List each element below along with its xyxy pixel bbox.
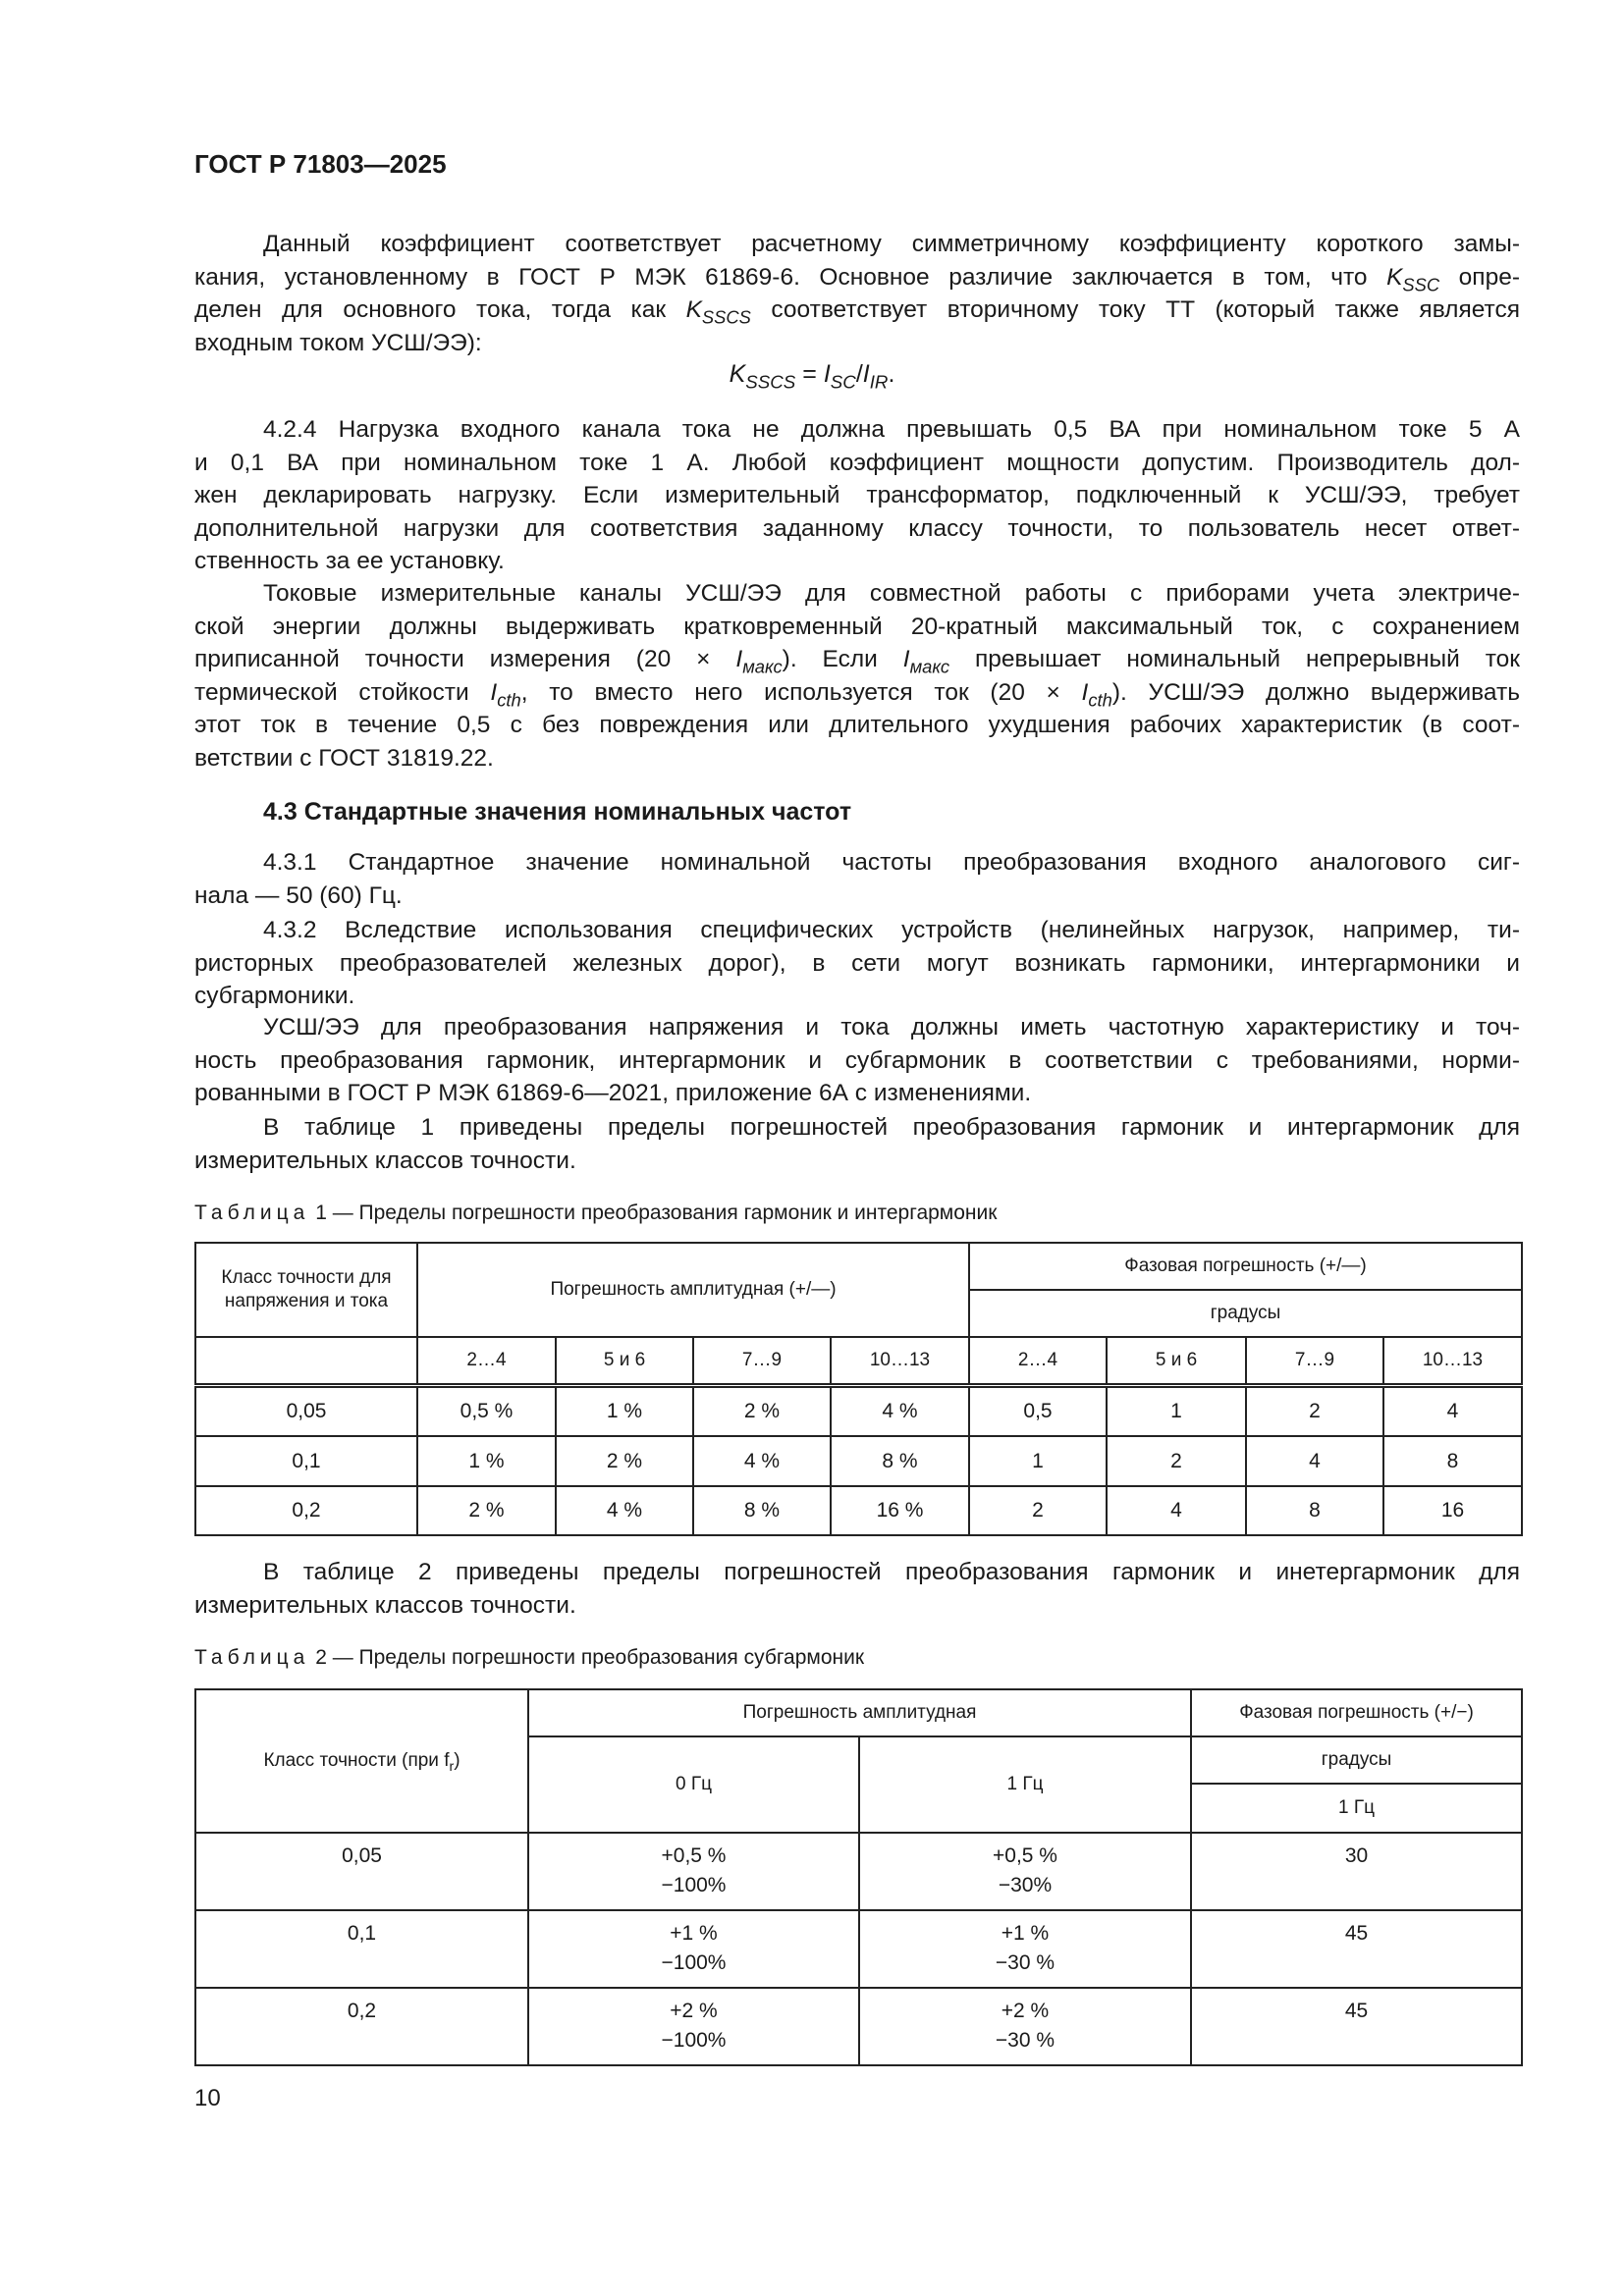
paragraph xyxy=(194,228,1520,359)
table1-value-cell: 4 % xyxy=(693,1436,831,1486)
paragraph xyxy=(194,577,1520,774)
text-line xyxy=(194,1556,1520,1589)
table2-value-cell xyxy=(528,1988,859,2065)
formula-kssc xyxy=(0,360,1624,393)
text-segment: В таблице 1 приведены пределы погрешностей преобразования гармоник и интергармоник для xyxy=(263,1114,1520,1141)
text-segment: измерительных классов точности. xyxy=(194,1591,576,1619)
text-line xyxy=(194,676,1520,710)
text-line xyxy=(194,1077,1520,1110)
text-segment: 4.3.1 Стандартное значение номинальной частоты преобразования входного аналогового сиг- xyxy=(263,849,1520,876)
table2-value: 45 xyxy=(1344,2000,1369,2022)
table2-value: 30 xyxy=(1344,1844,1369,1867)
table1-value-cell: 16 % xyxy=(831,1486,969,1535)
table1-subheader: 5 и 6 xyxy=(1107,1337,1246,1385)
table1-row xyxy=(195,1385,1522,1436)
table1-subheader: 10…13 xyxy=(1383,1337,1522,1385)
table1-value-cell: 1 xyxy=(1107,1385,1246,1436)
text-segment: K xyxy=(685,296,702,323)
table1-header-phase: Фазовая погрешность (+/—) xyxy=(969,1243,1522,1290)
table1-value-cell: 1 xyxy=(969,1436,1107,1486)
text-segment: жен декларировать нагрузку. Если измерительный трансформатор, подключенный к УСШ/ЭЭ, требует xyxy=(194,482,1520,508)
table1-subheader: 5 и 6 xyxy=(556,1337,693,1385)
text-line xyxy=(194,479,1520,512)
table1-value-cell: 2 xyxy=(969,1486,1107,1535)
text-line xyxy=(194,1589,1520,1623)
formula-k: K xyxy=(729,360,746,388)
formula-k-sub: SSCS xyxy=(745,371,796,393)
text-segment: I xyxy=(902,646,910,672)
section-heading: 4.3 Стандартные значения номинальных частот xyxy=(263,798,852,826)
table2-value: 0,05 xyxy=(342,1844,382,1867)
text-segment: 4.2.4 Нагрузка входного канала тока не должна превышать 0,5 ВА при номинальном токе 5 А xyxy=(263,416,1520,443)
table2-header-class-sub: r xyxy=(449,1758,455,1775)
text-segment: субгармоники. xyxy=(194,983,355,1009)
table1-value-cell: 4 % xyxy=(831,1385,969,1436)
text-segment: ристорных преобразователей железных дорог), в сети могут возникать гармоники, интергармоники и xyxy=(194,949,1520,977)
text-segment: ской энергии должны выдерживать кратковременный 20-кратный максимальный ток, с сохранением xyxy=(194,613,1520,640)
text-segment: измерительных классов точности. xyxy=(194,1147,576,1174)
text-line xyxy=(194,1044,1520,1078)
table2-header-class xyxy=(195,1689,528,1833)
table1-class-cell: 0,2 xyxy=(195,1486,417,1535)
table1-subheader-row xyxy=(195,1337,1522,1385)
formula-i2: I xyxy=(862,360,870,388)
table1-value-cell: 2 % xyxy=(417,1486,556,1535)
table2-header-amplitude: Погрешность амплитудная xyxy=(528,1689,1191,1736)
formula-end: . xyxy=(888,360,895,388)
table2-value: −30% xyxy=(998,1874,1053,1896)
table2-row xyxy=(195,1910,1522,1988)
text-segment: Токовые измерительные каналы УСШ/ЭЭ для совместной работы с приборами учета электриче- xyxy=(263,580,1520,607)
table1-caption xyxy=(194,1201,997,1225)
table2-value: 45 xyxy=(1344,1922,1369,1945)
text-segment: термической стойкости xyxy=(194,678,491,706)
table2-header-class-text: Класс точности (при f xyxy=(263,1750,450,1771)
table1-value-cell: 0,5 xyxy=(969,1385,1107,1436)
paragraph xyxy=(194,413,1520,578)
formula-eq: = xyxy=(795,360,824,388)
table2-value-cell xyxy=(528,1910,859,1988)
paragraph xyxy=(194,846,1520,912)
table2-header-1hz-phase: 1 Гц xyxy=(1191,1784,1522,1833)
table-2 xyxy=(194,1688,1523,2066)
table2-value: +2 % xyxy=(670,2000,718,2022)
text-line xyxy=(194,294,1520,327)
text-segment: и 0,1 ВА при номинальном токе 1 А. Любой коэффициент мощности допустим. Производитель дол- xyxy=(194,449,1520,476)
table2-header-0hz: 0 Гц xyxy=(528,1736,859,1833)
text-line xyxy=(194,512,1520,546)
table1-value-cell: 4 xyxy=(1246,1436,1383,1486)
text-segment: SSC xyxy=(1402,273,1440,294)
text-line xyxy=(194,545,1520,578)
table1-value-cell: 4 % xyxy=(556,1486,693,1535)
table2-header-class-end: ) xyxy=(454,1750,460,1771)
table1-value-cell: 4 xyxy=(1383,1385,1522,1436)
table1-value-cell: 1 % xyxy=(556,1385,693,1436)
table2-value: −100% xyxy=(661,1951,727,1974)
table2-value: 0,2 xyxy=(347,2000,377,2022)
table1-row xyxy=(195,1436,1522,1486)
table2-value: +2 % xyxy=(1001,2000,1050,2022)
table1-value-cell: 16 xyxy=(1383,1486,1522,1535)
table1-value-cell: 4 xyxy=(1107,1486,1246,1535)
table2-value: −100% xyxy=(661,1874,727,1896)
table1-value-cell: 2 % xyxy=(693,1385,831,1436)
table1-subheader: 7…9 xyxy=(693,1337,831,1385)
text-segment: В таблице 2 приведены пределы погрешностей преобразования гармоник и инетергармоник для xyxy=(263,1559,1520,1585)
text-line xyxy=(194,447,1520,480)
text-segment: превышает номинальный непрерывный ток xyxy=(949,646,1520,672)
table2-caption-word: Таблица xyxy=(194,1646,310,1669)
table1-value-cell: 2 % xyxy=(556,1436,693,1486)
table1-subheader: 10…13 xyxy=(831,1337,969,1385)
text-segment: рованными в ГОСТ Р МЭК 61869-6—2021, приложение 6А с изменениями. xyxy=(194,1080,1032,1106)
text-segment: приписанной точности измерения (20 × xyxy=(194,646,736,672)
text-line xyxy=(194,1011,1520,1044)
table2-value: 0,1 xyxy=(347,1922,377,1945)
table1-value-cell: 8 xyxy=(1246,1486,1383,1535)
text-segment: I xyxy=(735,646,743,672)
table2-value-cell xyxy=(528,1833,859,1910)
table2-caption-text: 2 — Пределы погрешности преобразования субгармоник xyxy=(315,1646,865,1669)
table1-value-cell: 8 xyxy=(1383,1436,1522,1486)
table1-header-degrees: градусы xyxy=(969,1290,1522,1337)
table2-value-cell xyxy=(1191,1910,1522,1988)
text-segment: I xyxy=(490,678,498,706)
text-segment: cth xyxy=(1088,688,1112,710)
paragraph xyxy=(194,1011,1520,1110)
text-segment: I xyxy=(1081,678,1089,706)
text-line xyxy=(194,947,1520,981)
table1-caption-word: Таблица xyxy=(194,1201,310,1224)
table1-value-cell: 2 xyxy=(1107,1436,1246,1486)
text-line xyxy=(194,261,1520,294)
table-1 xyxy=(194,1242,1523,1536)
text-line xyxy=(194,1145,1520,1178)
text-segment: , то вместо него используется ток (20 × xyxy=(520,678,1082,706)
table1-row xyxy=(195,1486,1522,1535)
table1-header-amplitude: Погрешность амплитудная (+/—) xyxy=(417,1243,969,1337)
text-segment: 4.3.2 Вследствие использования специфических устройств (нелинейных нагрузок, например, ти- xyxy=(263,917,1520,943)
table2-value: −100% xyxy=(661,2029,727,2052)
table2-header-degrees: градусы xyxy=(1191,1736,1522,1784)
text-segment: ). Если xyxy=(782,646,903,672)
table2-caption xyxy=(194,1646,864,1670)
text-line xyxy=(194,643,1520,676)
table2-header-phase: Фазовая погрешность (+/−) xyxy=(1191,1689,1522,1736)
paragraph xyxy=(194,914,1520,1013)
table2-row xyxy=(195,1988,1522,2065)
text-segment: опре- xyxy=(1439,263,1520,291)
text-line xyxy=(194,914,1520,947)
table2-value-cell xyxy=(1191,1988,1522,2065)
text-line xyxy=(194,611,1520,644)
table2-value-cell xyxy=(859,1910,1191,1988)
text-segment: макс xyxy=(909,656,950,677)
table2-class-cell xyxy=(195,1910,528,1988)
text-line xyxy=(194,980,1520,1013)
table2-value: +0,5 % xyxy=(993,1844,1057,1867)
text-segment: входным током УСШ/ЭЭ): xyxy=(194,329,482,356)
table1-value-cell: 8 % xyxy=(693,1486,831,1535)
table1-header-class: Класс точности для напряжения и тока xyxy=(195,1243,417,1337)
text-segment: ность преобразования гармоник, интергармоник и субгармоник в соответствии с требованиями, норми- xyxy=(194,1046,1520,1074)
formula-slash: / xyxy=(855,360,863,388)
text-segment: кания, установленному в ГОСТ Р МЭК 61869-6. Основное различие заключается в том, что xyxy=(194,263,1387,291)
text-line xyxy=(194,880,1520,913)
page-number: 10 xyxy=(194,2085,221,2111)
paragraph xyxy=(194,1111,1520,1177)
text-line xyxy=(194,1111,1520,1145)
table1-subheader: 7…9 xyxy=(1246,1337,1383,1385)
table2-value: +1 % xyxy=(670,1922,718,1945)
text-segment: ветствии с ГОСТ 31819.22. xyxy=(194,744,494,772)
table1-caption-text: 1 — Пределы погрешности преобразования гармоник и интергармоник xyxy=(315,1201,998,1224)
table2-row xyxy=(195,1833,1522,1910)
text-segment: дополнительной нагрузки для соответствия заданному классу точности, то пользователь несет ответ- xyxy=(194,514,1520,542)
text-line xyxy=(194,577,1520,611)
text-line xyxy=(194,846,1520,880)
table2-value: +1 % xyxy=(1001,1922,1050,1945)
text-segment: этот ток в течение 0,5 с без повреждения или длительного ухудшения рабочих характеристик (в соот- xyxy=(194,712,1520,738)
table2-class-cell xyxy=(195,1988,528,2065)
formula-i2-sub: IR xyxy=(869,371,889,393)
table1-class-cell: 0,05 xyxy=(195,1385,417,1436)
table2-header-1hz: 1 Гц xyxy=(859,1736,1191,1833)
text-segment: ственность за ее установку. xyxy=(194,548,505,574)
formula-i1: I xyxy=(823,360,831,388)
document-header: ГОСТ Р 71803—2025 xyxy=(194,149,447,179)
table2-value-cell xyxy=(859,1988,1191,2065)
text-line xyxy=(194,709,1520,742)
table1-subheader: 2…4 xyxy=(969,1337,1107,1385)
table2-class-cell xyxy=(195,1833,528,1910)
text-segment: УСШ/ЭЭ для преобразования напряжения и тока должны иметь частотную характеристику и точ- xyxy=(263,1014,1520,1041)
text-segment: делен для основного тока, тогда как xyxy=(194,296,686,323)
text-line xyxy=(194,327,1520,360)
formula-i1-sub: SC xyxy=(830,371,856,393)
text-segment: ). УСШ/ЭЭ должно выдерживать xyxy=(1111,678,1520,706)
table2-value-cell xyxy=(859,1833,1191,1910)
table2-value: −30 % xyxy=(995,1951,1056,1974)
text-segment: SSCS xyxy=(701,306,751,328)
text-segment: соответствует вторичному току ТТ (который также является xyxy=(750,296,1520,323)
table2-value: +0,5 % xyxy=(661,1844,727,1867)
text-segment: макс xyxy=(742,656,783,677)
paragraph xyxy=(194,1556,1520,1622)
table1-empty-cell xyxy=(195,1337,417,1385)
text-line xyxy=(194,413,1520,447)
table2-value-cell xyxy=(1191,1833,1522,1910)
table1-value-cell: 0,5 % xyxy=(417,1385,556,1436)
table2-value: −30 % xyxy=(995,2029,1056,2052)
text-line xyxy=(194,228,1520,261)
text-segment: K xyxy=(1386,263,1403,291)
table1-value-cell: 8 % xyxy=(831,1436,969,1486)
table1-class-cell: 0,1 xyxy=(195,1436,417,1486)
text-segment: нала — 50 (60) Гц. xyxy=(194,881,403,909)
text-line xyxy=(194,742,1520,775)
table1-subheader: 2…4 xyxy=(417,1337,556,1385)
table1-value-cell: 2 xyxy=(1246,1385,1383,1436)
table1-value-cell: 1 % xyxy=(417,1436,556,1486)
text-segment: Данный коэффициент соответствует расчетному симметричному коэффициенту короткого замы- xyxy=(263,231,1520,257)
text-segment: cth xyxy=(497,688,521,710)
